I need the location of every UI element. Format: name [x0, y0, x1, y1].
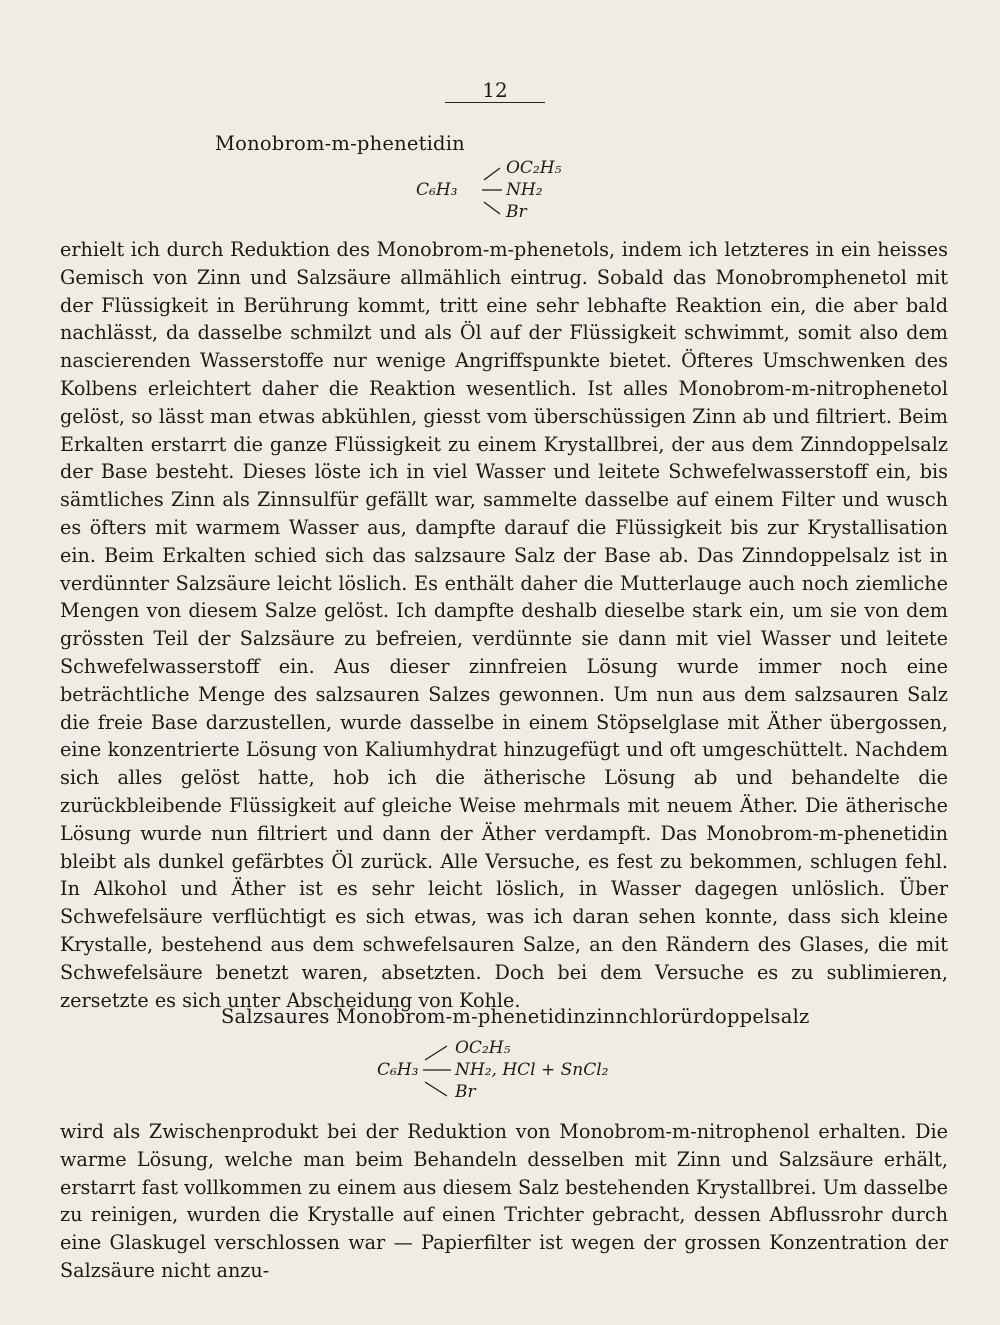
- structural-formula-phenetidin: [412, 158, 582, 228]
- structural-formula-doppelsalz: [375, 1038, 675, 1108]
- page-number-rule: [445, 102, 545, 103]
- page-number: 12: [482, 78, 508, 102]
- section-heading-zinnchloruerdoppelsalz: Salzsaures Monobrom-m-phenetidinzinnchlorürdoppelsalz: [221, 1005, 810, 1028]
- formula-top-substituent: OC₂H₅: [506, 158, 562, 178]
- formula-middle-substituent: NH₂: [506, 180, 543, 200]
- section-heading-monobrom-m-phenetidin: Monobrom-m-phenetidin: [215, 132, 465, 155]
- body-paragraph-1: erhielt ich durch Reduktion des Monobrom-m-phenetols, indem ich letzteres in ein heisses Gemisch von Zinn und Salzsäure allmählich eintrug. Sobald das Monobromphenetol mit der Flüssigkeit in Berührung kommt, tritt eine sehr lebhafte Reaktion ein, die aber bald nachlässt, da dasselbe schmilzt und als Öl auf der Flüssigkeit schwimmt, somit also dem nascierenden Wasserstoffe nur wenige Angriffspunkte bietet. Öfteres Umschwenken des Kolbens erleichtert daher die Reaktion wesentlich. Ist alles Monobrom-m-nitrophenetol gelöst, so lässt man etwas abkühlen, giesst vom überschüssigen Zinn ab und filtriert. Beim Erkalten erstarrt die ganze Flüssigkeit zu einem Krystallbrei, der aus dem Zinndoppelsalz der Base besteht. Dieses löste ich in viel Wasser und leitete Schwefelwasserstoff ein, bis sämtliches Zinn als Zinnsulfür gefällt war, sammelte dasselbe auf einem Filter und wusch es öfters mit warmem Wasser aus, dampfte darauf die Flüssigkeit bis zur Krystallisation ein. Beim Erkalten schied sich das salzsaure Salz der Base ab. Das Zinndoppelsalz ist in verdünnter Salzsäure leicht löslich. Es enthält daher die Mutterlauge auch noch ziemliche Mengen von diesem Salze gelöst. Ich dampfte deshalb dieselbe stark ein, um sie von dem grössten Teil der Salzsäure zu befreien, verdünnte sie dann mit viel Wasser und leitete Schwefelwasserstoff ein. Aus dieser zinnfreien Lösung wurde immer noch eine beträchtliche Menge des salzsauren Salzes gewonnen. Um nun aus dem salzsauren Salz die freie Base darzustellen, wurde dasselbe in einem Stöpselglase mit Äther übergossen, eine konzentrierte Lösung von Kaliumhydrat hinzugefügt und oft umgeschüttelt. Nachdem sich alles gelöst hatte, hob ich die ätherische Lösung ab und behandelte die zurückbleibende Flüssigkeit auf gleiche Weise mehrmals mit neuem Äther. Die ätherische Lösung wurde nun filtriert und dann der Äther verdampft. Das Monobrom-m-phenetidin bleibt als dunkel gefärbtes Öl zurück. Alle Versuche, es fest zu bekommen, schlugen fehl. In Alkohol und Äther ist es sehr leicht löslich, in Wasser dagegen unlöslich. Über Schwefelsäure verflüchtigt es sich etwas, was ich daran sehen konnte, dass sich kleine Krystalle, bestehend aus dem schwefelsauren Salze, an den Rändern des Glases, die mit Schwefelsäure benetzt waren, absetzten. Doch bei dem Versuche es zu sublimieren, zersetzte es sich unter Abscheidung von Kohle.: [60, 238, 948, 1012]
- formula-bottom-substituent: Br: [455, 1082, 476, 1102]
- formula-bottom-substituent: Br: [506, 202, 527, 222]
- formula-core-group: C₆H₃: [416, 180, 458, 200]
- formula-top-substituent: OC₂H₅: [455, 1038, 511, 1058]
- formula-middle-substituent: NH₂, HCl + SnCl₂: [455, 1060, 609, 1080]
- formula-core-group: C₆H₃: [377, 1060, 419, 1080]
- body-paragraph-2: wird als Zwischenprodukt bei der Reduktion von Monobrom-m-nitrophenol erhalten. Die warme Lösung, welche man beim Behandeln desselben mit Zinn und Salzsäure erhält, erstarrt fast vollkommen zu einem aus diesem Salz bestehenden Krystallbrei. Um dasselbe zu reinigen, wurden die Krystalle auf einen Trichter gebracht, dessen Abflussrohr durch eine Glaskugel verschlossen war — Papierfilter ist wegen der grossen Konzentration der Salzsäure nicht anzu-: [60, 1120, 948, 1282]
